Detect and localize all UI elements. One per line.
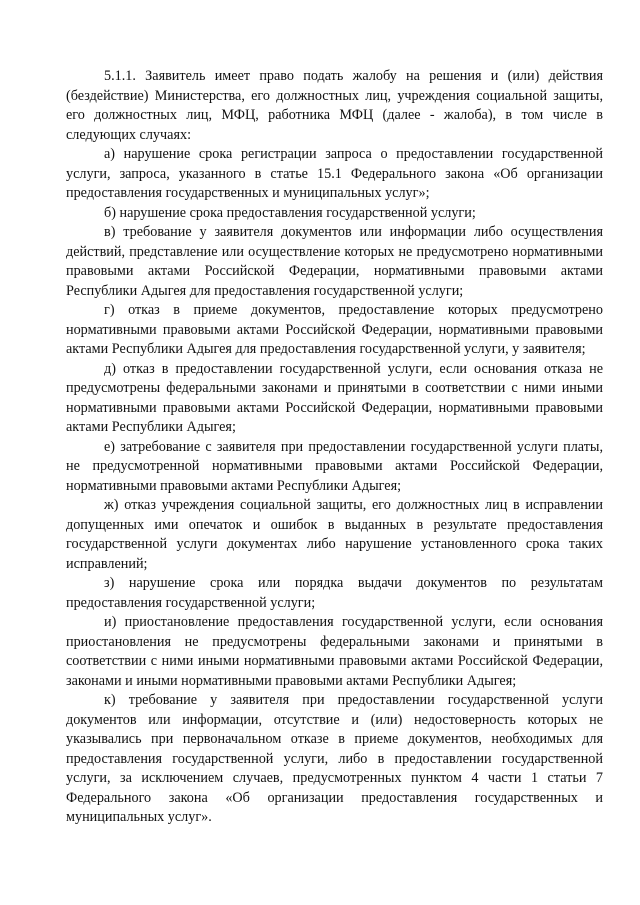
paragraph-5-1-1: 5.1.1. Заявитель имеет право подать жалобу на решения и (или) действия (бездействие) Министерства, его должностных лиц, учреждения социальной защиты, его должностных лиц, МФЦ, работника МФЦ (далее - жалоба), в том числе в следующих случаях: bbox=[66, 68, 603, 143]
paragraph-i: и) приостановление предоставления государственной услуги, если основания приостановления не предусмотрены федеральными законами и принятыми в соответствии с ними иными нормативными правовыми актами Российской Федерации, законами и иными нормативными правовыми актами Республики Адыгея; bbox=[66, 614, 603, 689]
paragraph-g: г) отказ в приеме документов, предоставление которых предусмотрено нормативными правовыми актами Российской Федерации, нормативными правовыми актами Республики Адыгея для предоставления государственной услуги, у заявителя; bbox=[66, 302, 603, 357]
paragraph-z: з) нарушение срока или порядка выдачи документов по результатам предоставления государственной услуги; bbox=[66, 575, 603, 611]
paragraph-b: б) нарушение срока предоставления государственной услуги; bbox=[104, 204, 476, 221]
paragraph-e: е) затребование с заявителя при предоставлении государственной услуги платы, не предусмотренной нормативными правовыми актами Российской Федерации, нормативными правовыми актами Республики Адыгея; bbox=[66, 438, 603, 494]
paragraph-v: в) требование у заявителя документов или информации либо осуществления действий, представление или осуществление которых не предусмотрено нормативными правовыми актами Российской Федерации, нормативными правовыми актами Республики Адыгея для предоставления государственной услуги; bbox=[66, 224, 603, 299]
paragraph-zh: ж) отказ учреждения социальной защиты, его должностных лиц в исправлении допущенных ими опечаток и ошибок в выданных в результате предоставления государственной услуги документах либо нарушение установленного срока таких исправлений; bbox=[66, 497, 603, 572]
document-page bbox=[66, 67, 603, 828]
paragraph-k: к) требование у заявителя при предоставлении государственной услуги документов или информации, отсутствие и (или) недостоверность которых не указывались при первоначальном отказе в приеме документов, необходимых для предоставления государственной услуги, либо в предоставлении государственной услуги, за исключением случаев, предусмотренных пунктом 4 части 1 статьи 7 Федерального закона «Об организации предоставления государственных и муниципальных услуг». bbox=[66, 692, 603, 825]
paragraph-a: а) нарушение срока регистрации запроса о предоставлении государственной услуги, запроса, указанного в статье 15.1 Федерального закона «Об организации предоставления государственных и муниципальных услуг»; bbox=[66, 146, 603, 201]
paragraph-d: д) отказ в предоставлении государственной услуги, если основания отказа не предусмотрены федеральными законами и принятыми в соответствии с ними иными нормативными правовыми актами Российской Федерации, нормативными правовыми актами Республики Адыгея; bbox=[66, 360, 603, 435]
